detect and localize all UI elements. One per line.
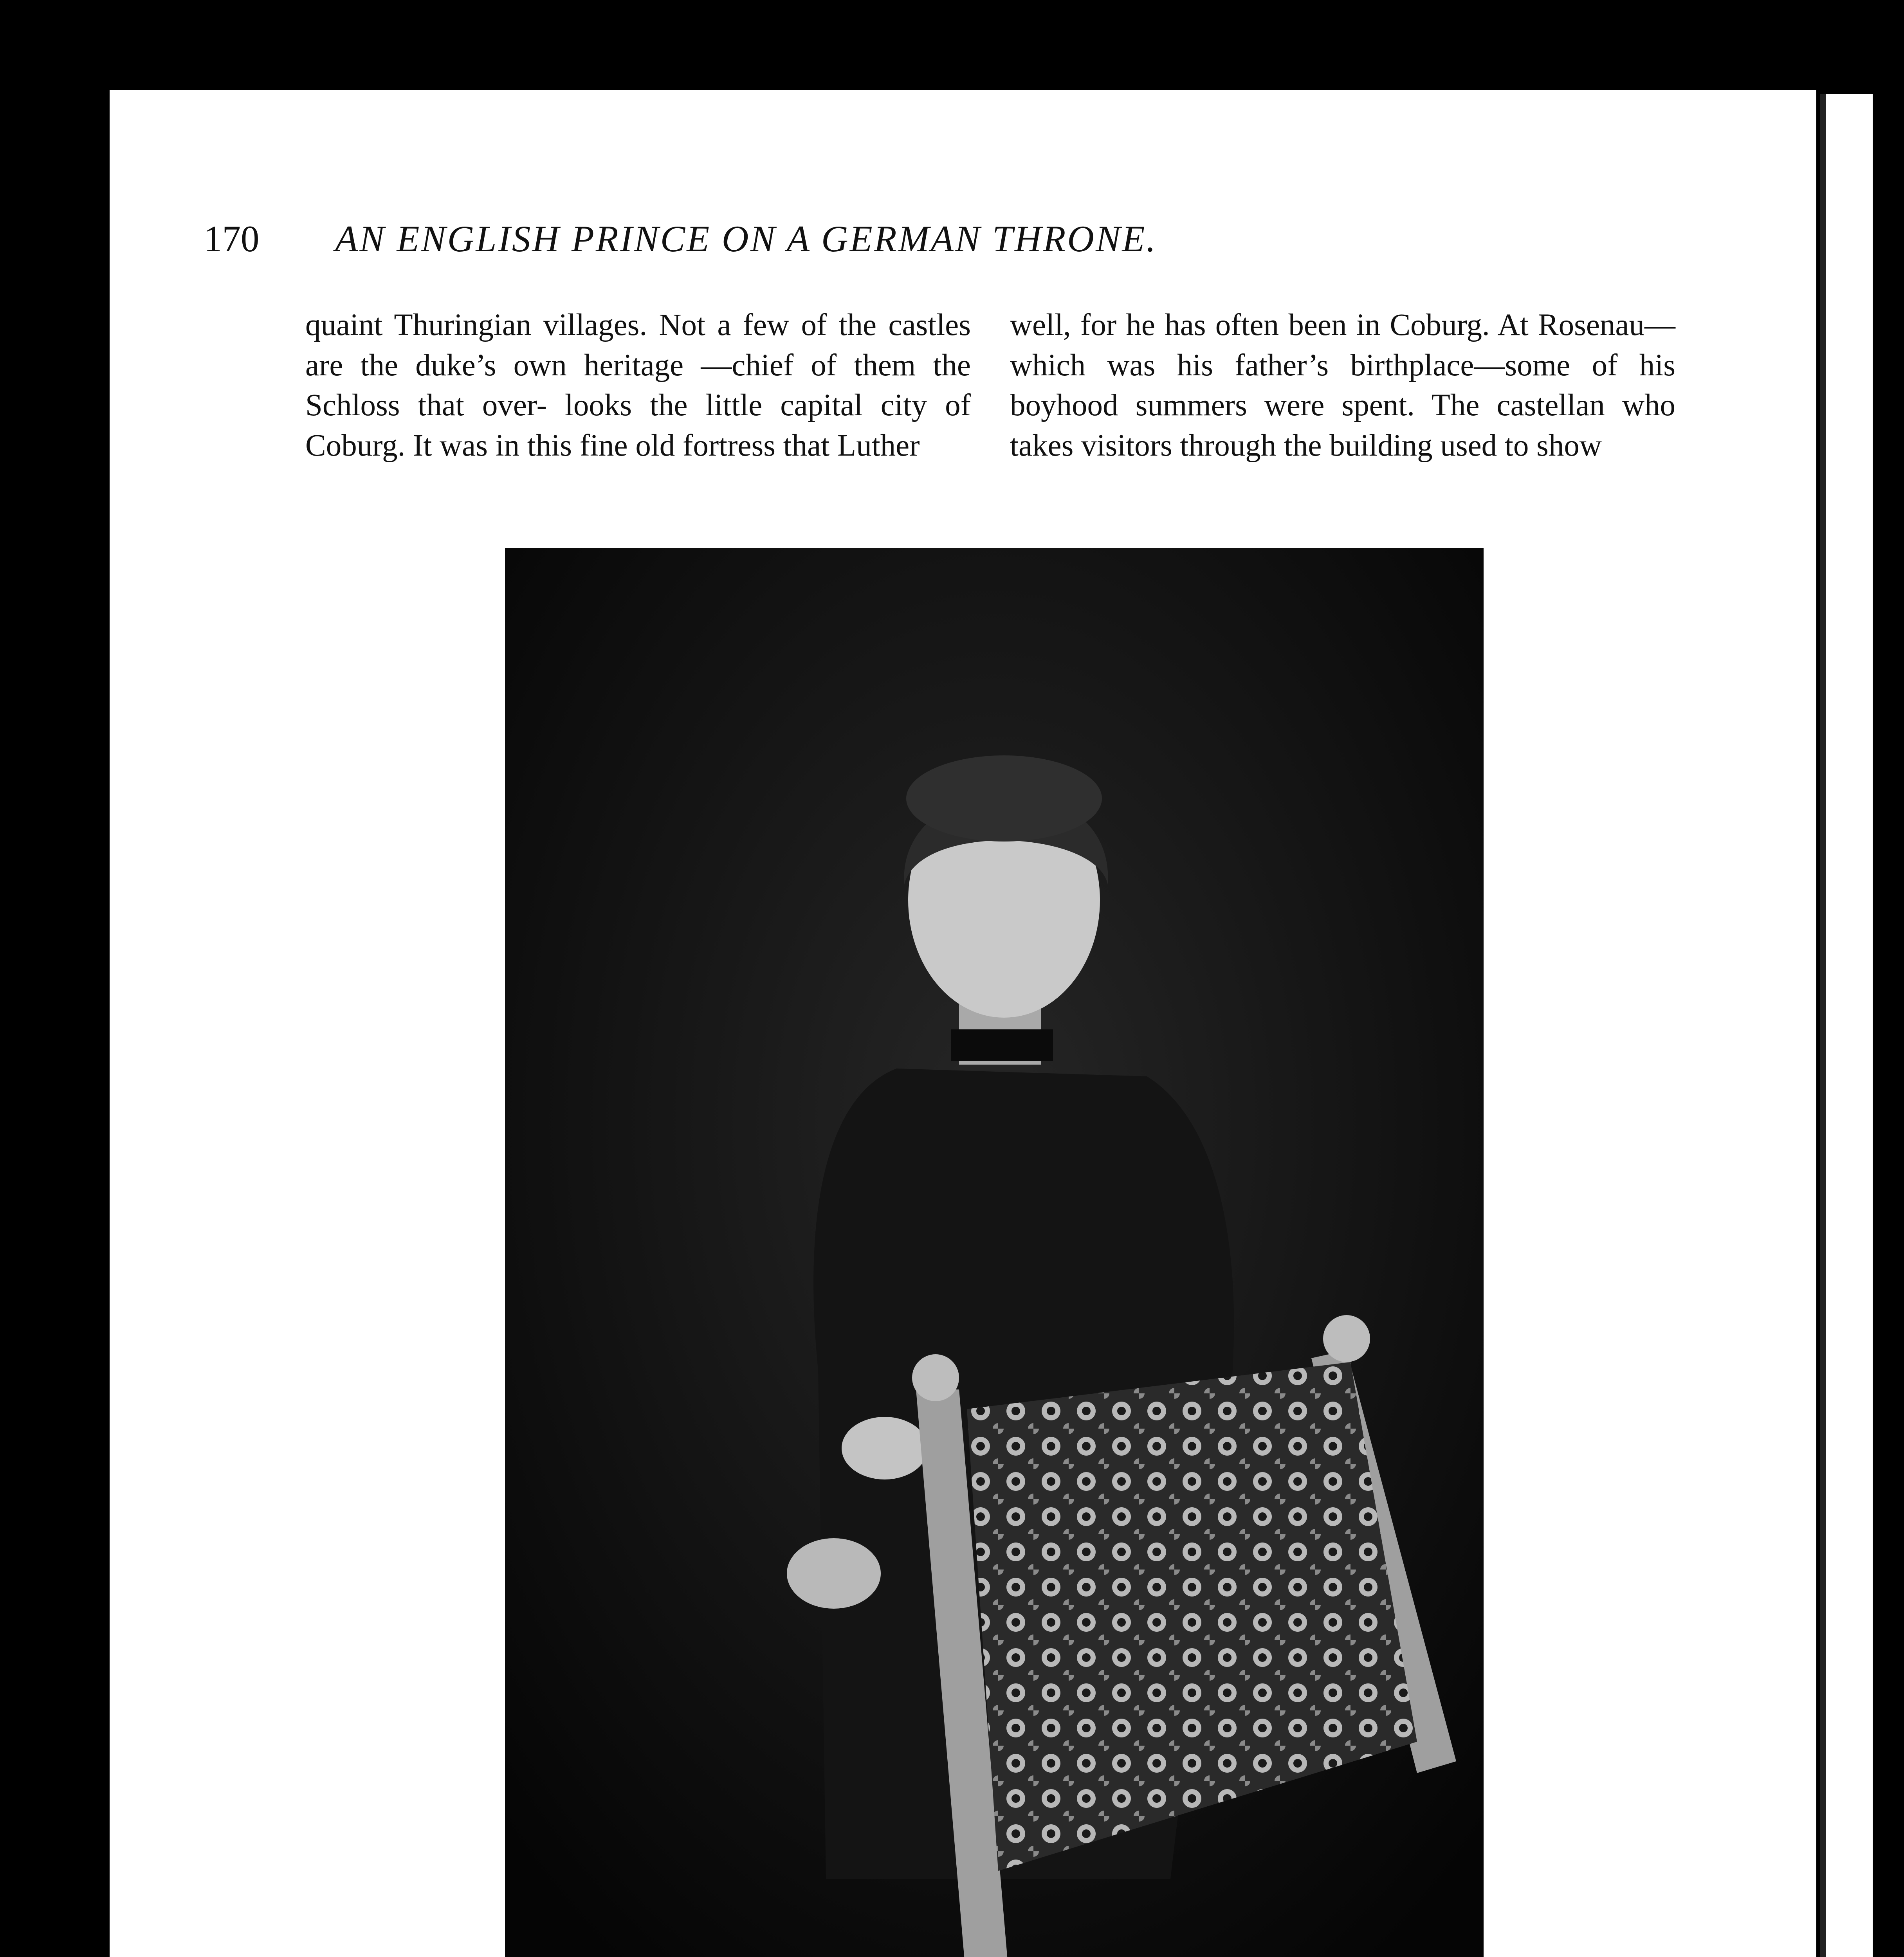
running-head	[204, 217, 1558, 260]
facing-page-edge	[1820, 94, 1873, 1957]
portrait-image	[505, 548, 1484, 1957]
paragraph: well, for he has often been in Coburg. At Rosenau—which was his father’s birthplace—some of his boyhood summers were spent. The castellan who takes visitors through the building used to show	[1010, 308, 1675, 463]
article-title: AN ENGLISH PRINCE ON A GERMAN THRONE.	[335, 218, 1158, 259]
text-column-left-top	[305, 305, 971, 466]
paragraph: quaint Thuringian villages. Not a few of the castles are the duke’s own heritage —chief of them the Schloss that over- looks the little capital city of Coburg. It was in this fine old fortress that Luther	[305, 308, 971, 463]
portrait-photograph	[505, 548, 1484, 1957]
page-number: 170	[204, 218, 260, 259]
text-column-right-top	[1010, 305, 1675, 466]
